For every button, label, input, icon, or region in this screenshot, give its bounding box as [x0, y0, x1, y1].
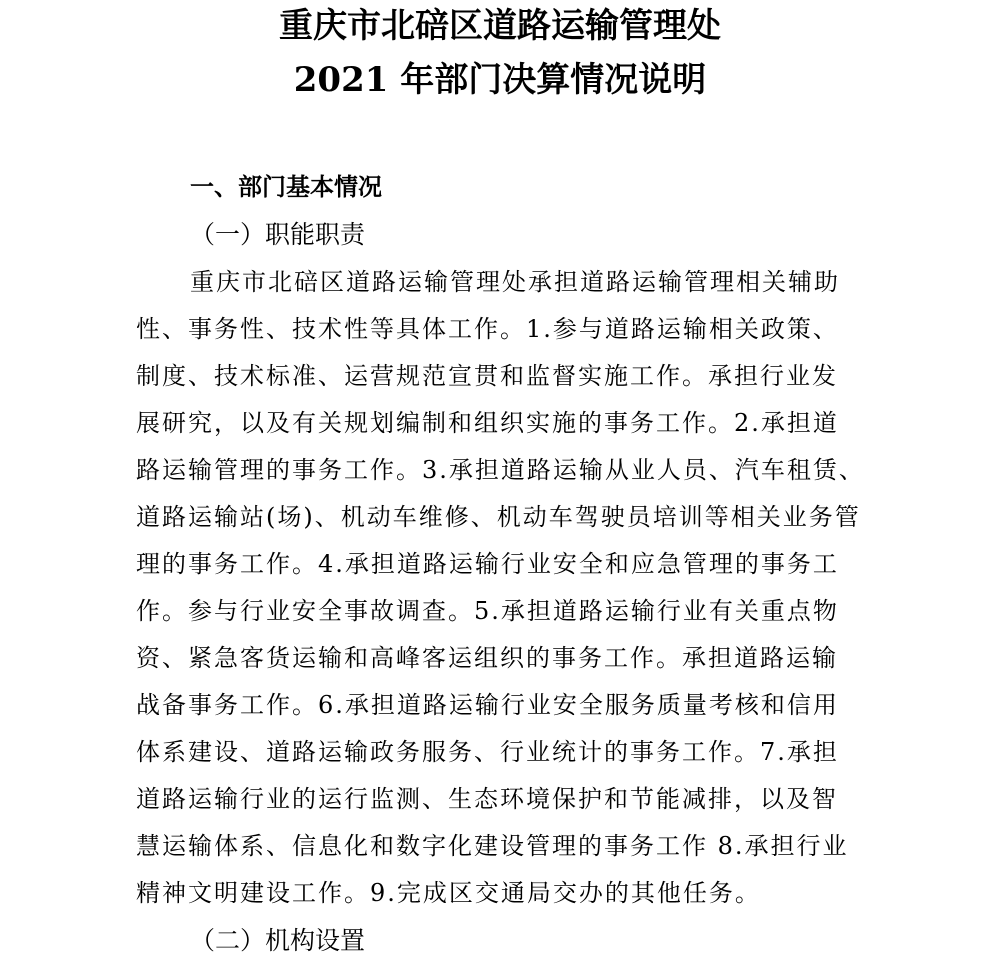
paragraph-line: 制度、技术标准、运营规范宣贯和监督实施工作。承担行业发 [136, 362, 838, 390]
paragraph-line: 路运输管理的事务工作。3.承担道路运输从业人员、汽车租赁、 [136, 456, 865, 484]
paragraph-line: 道路运输站(场)、机动车维修、机动车驾驶员培训等相关业务管 [136, 503, 861, 531]
document-title-line-2: 2021 年部门决算情况说明 [293, 60, 707, 100]
paragraph-line: 性、事务性、技术性等具体工作。1.参与道路运输相关政策、 [136, 315, 839, 343]
paragraph-line: 慧运输体系、信息化和数字化建设管理的事务工作 8.承担行业 [136, 832, 849, 860]
paragraph-line: 道路运输行业的运行监测、生态环境保护和节能减排，以及智 [136, 785, 838, 813]
paragraph-line: 作。参与行业安全事故调查。5.承担道路运输行业有关重点物 [136, 597, 839, 625]
subsection-heading-functions: （一）职能职责 [190, 220, 366, 249]
paragraph-line: 精神文明建设工作。9.完成区交通局交办的其他任务。 [136, 879, 761, 907]
paragraph-line: 资、紧急客货运输和高峰客运组织的事务工作。承担道路运输 [136, 644, 838, 672]
paragraph-line: 体系建设、道路运输政务服务、行业统计的事务工作。7.承担 [136, 738, 839, 766]
paragraph-line: 展研究，以及有关规划编制和组织实施的事务工作。2.承担道 [136, 409, 839, 437]
paragraph-line: 重庆市北碚区道路运输管理处承担道路运输管理相关辅助 [190, 268, 840, 296]
paragraph-line: 战备事务工作。6.承担道路运输行业安全服务质量考核和信用 [136, 691, 839, 719]
document-title-line-1: 重庆市北碚区道路运输管理处 [279, 6, 721, 46]
subsection-heading-organization: （二）机构设置 [190, 926, 366, 955]
section-heading-basic-info: 一、部门基本情况 [190, 173, 382, 201]
paragraph-line: 理的事务工作。4.承担道路运输行业安全和应急管理的事务工 [136, 550, 839, 578]
